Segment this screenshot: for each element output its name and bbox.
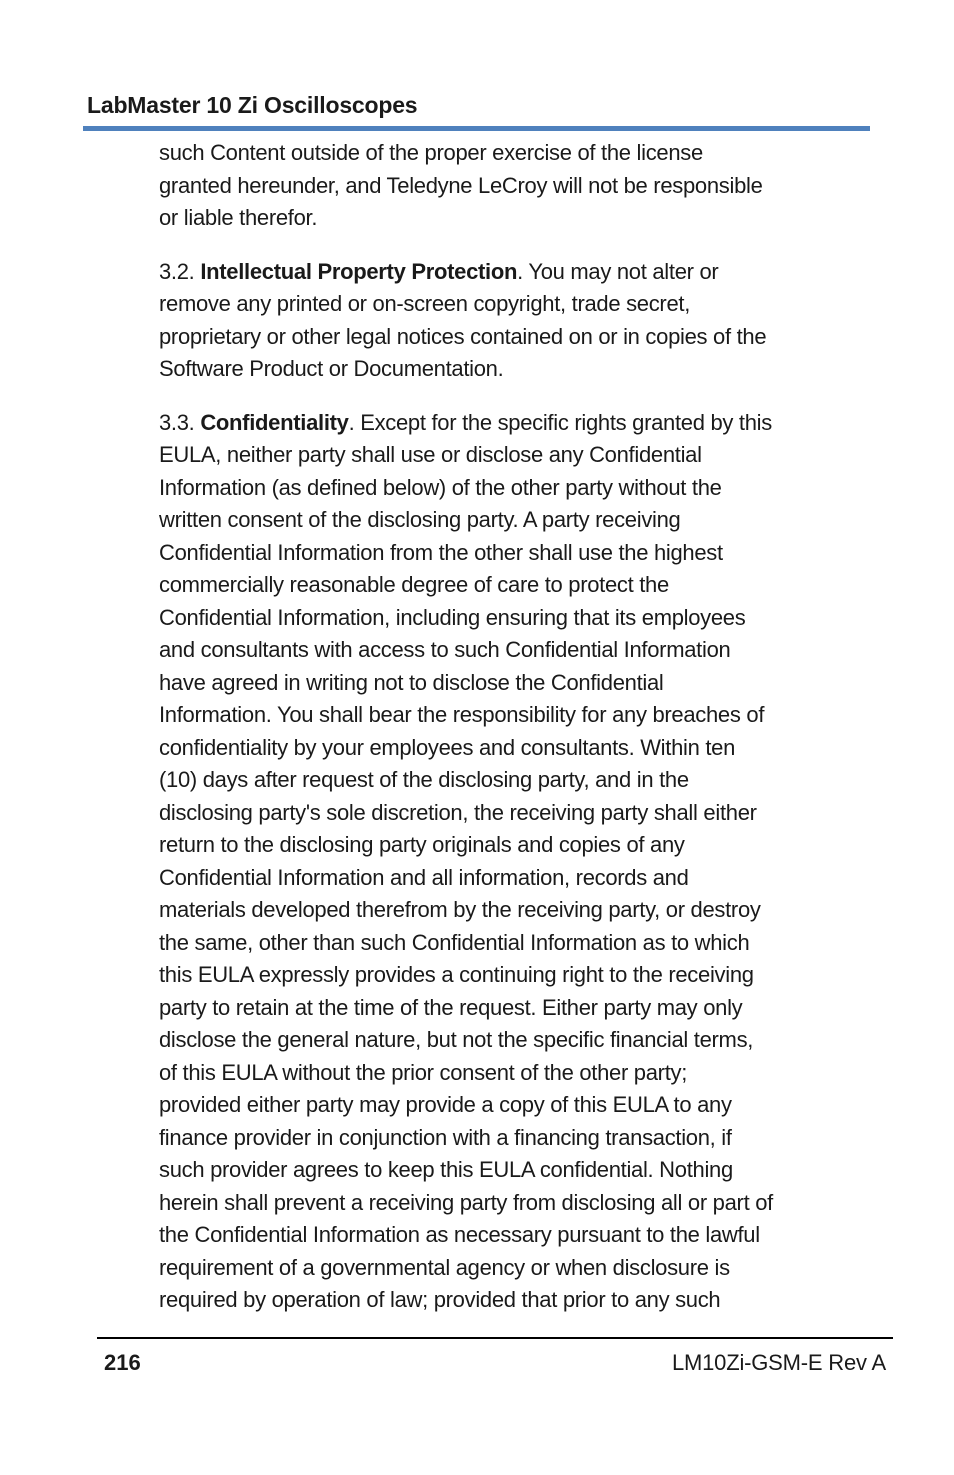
header-divider [83,126,870,131]
section-3-3-paragraph [159,407,875,1317]
document-body [159,137,875,1338]
text-line: Information (as defined below) of the other party without the [159,474,722,500]
text-line: party to retain at the time of the request. Either party may only [159,994,743,1020]
text-line: Software Product or Documentation. [159,356,504,381]
text-line: requirement of a governmental agency or when disclosure is [159,1254,730,1280]
document-revision-code: LM10Zi-GSM-E Rev A [671,1350,886,1375]
text-line: EULA, neither party shall use or disclose any Confidential [159,442,702,467]
text-line: (10) days after request of the disclosing party, and in the [159,767,689,792]
section-number: 3.2. [159,258,201,284]
text-line: Confidential Information from the other shall use the highest [159,539,723,565]
text-line: provided either party may provide a copy of this EULA to any [159,1092,732,1117]
text-line: this EULA expressly provides a continuing right to the receiving [159,962,754,987]
text-line: proprietary or other legal notices contained on or in copies of the [159,323,767,349]
text-line [159,407,875,440]
text-line: written consent of the disclosing party. A party receiving [159,507,681,532]
section-3-2-paragraph [159,256,875,386]
text-line: Confidential Information, including ensuring that its employees [159,604,746,630]
text-line: have agreed in writing not to disclose the Confidential [159,669,664,695]
text-line: remove any printed or on-screen copyright, trade secret, [159,291,691,316]
section-heading: Intellectual Property Protection [200,258,518,284]
text-line: return to the disclosing party originals and copies of any [159,832,685,857]
text-line: such provider agrees to keep this EULA confidential. Nothing [159,1157,733,1182]
text-line: and consultants with access to such Confidential Information [159,637,731,662]
text-line: or liable therefor. [159,205,318,230]
text-line [159,256,875,289]
text-line: finance provider in conjunction with a financing transaction, if [159,1124,732,1150]
text-line: materials developed therefrom by the receiving party, or destroy [159,897,761,922]
text-line: of this EULA without the prior consent of the other party; [159,1059,688,1085]
paragraph-continuation [159,137,875,235]
text-line: the Confidential Information as necessary pursuant to the lawful [159,1222,760,1247]
footer-divider [97,1337,893,1339]
text-line: disclose the general nature, but not the specific financial terms, [159,1027,754,1052]
running-header-title: LabMaster 10 Zi Oscilloscopes [87,92,418,118]
section-text: . Except for the specific rights granted by this [348,409,772,435]
text-line: such Content outside of the proper exercise of the license [159,140,703,165]
text-line: commercially reasonable degree of care to protect the [159,572,669,597]
text-line: herein shall prevent a receiving party from disclosing all or part of [159,1189,773,1215]
text-line: Information. You shall bear the responsibility for any breaches of [159,702,765,727]
text-line: granted hereunder, and Teledyne LeCroy will not be responsible [159,172,763,198]
text-line: disclosing party's sole discretion, the receiving party shall either [159,799,757,825]
text-line: the same, other than such Confidential Information as to which [159,929,750,955]
section-heading: Confidentiality [200,409,349,435]
section-number: 3.3. [159,409,201,435]
text-line: Confidential Information and all information, records and [159,864,689,890]
page-number: 216 [104,1350,141,1375]
text-line: required by operation of law; provided that prior to any such [159,1287,721,1312]
text-line: confidentiality by your employees and consultants. Within ten [159,734,736,760]
section-text: . You may not alter or [517,258,719,284]
